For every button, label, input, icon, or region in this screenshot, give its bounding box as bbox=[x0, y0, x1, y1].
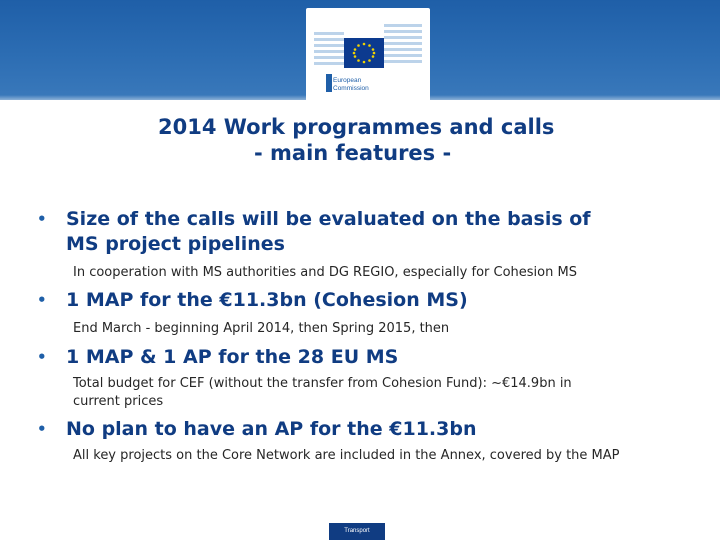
bullet-marker-3: • bbox=[37, 348, 47, 366]
bullet-detail-4: All key projects on the Core Network are included in the Annex, covered by the MAP bbox=[73, 448, 620, 463]
bullet-heading-1 bbox=[66, 207, 706, 257]
bullet-marker-2: • bbox=[37, 291, 47, 309]
bullet-detail-3-line-2: current prices bbox=[73, 394, 164, 409]
logo-text bbox=[333, 77, 369, 93]
european-commission-logo bbox=[306, 8, 430, 102]
bullet-heading-3: 1 MAP & 1 AP for the 28 EU MS bbox=[66, 346, 399, 368]
bullet-heading-2: 1 MAP for the €11.3bn (Cohesion MS) bbox=[66, 289, 468, 311]
bullet-marker-4: • bbox=[37, 420, 47, 438]
bullet-detail-2: End March - beginning April 2014, then Spring 2015, then bbox=[73, 321, 450, 336]
bullet-heading-1-line-1: Size of the calls will be evaluated on the basis of bbox=[66, 208, 591, 230]
logo-line-european: European bbox=[333, 77, 362, 84]
slide-title-line-2: - main features - bbox=[254, 141, 452, 165]
bullet-marker-1: • bbox=[37, 210, 47, 228]
bullet-detail-1: In cooperation with MS authorities and DG REGIO, especially for Cohesion MS bbox=[73, 265, 577, 280]
bullet-detail-3-line-1: Total budget for CEF (without the transfer from Cohesion Fund): ~€14.9bn in bbox=[73, 376, 572, 391]
slide-title-line-1: 2014 Work programmes and calls bbox=[158, 115, 555, 139]
eu-flag bbox=[344, 38, 384, 68]
bullet-heading-1-line-2: MS project pipelines bbox=[66, 233, 285, 255]
bullet-detail-3 bbox=[73, 375, 713, 411]
logo-line-commission: Commission bbox=[333, 85, 369, 92]
bullet-heading-4: No plan to have an AP for the €11.3bn bbox=[66, 418, 477, 440]
footer-transport-tag: Transport bbox=[329, 523, 385, 540]
